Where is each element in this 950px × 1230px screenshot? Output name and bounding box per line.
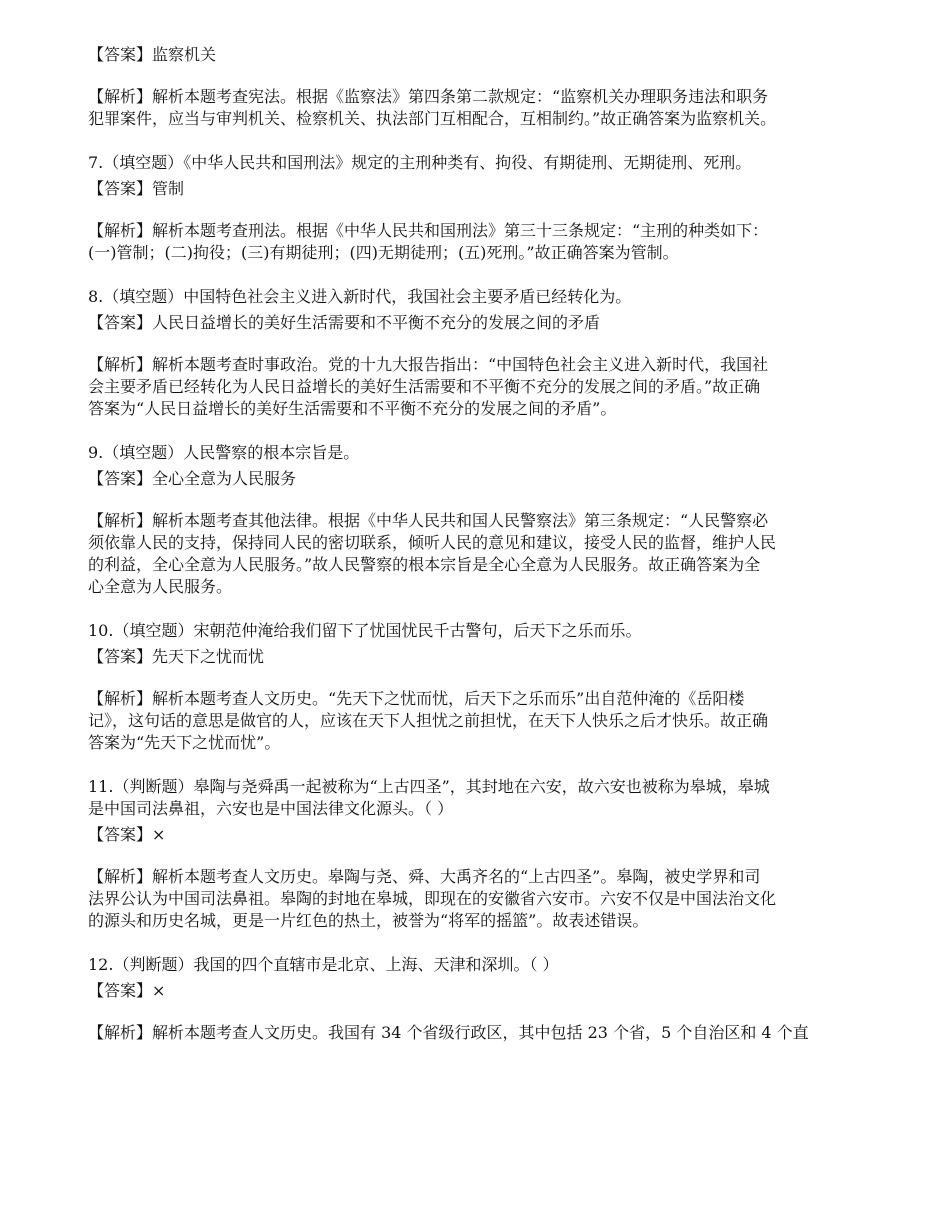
analysis-line: 须依靠人民的支持，保持同人民的密切联系，倾听人民的意见和建议，接受人民的监督，维护人民 <box>88 533 777 552</box>
analysis-block <box>88 688 900 754</box>
document-page <box>88 44 900 1044</box>
analysis-block <box>88 866 900 932</box>
analysis-line: 法界公认为中国司法鼻祖。皋陶的封地在皋城，即现在的安徽省六安市。六安不仅是中国法治文化 <box>88 889 777 908</box>
analysis-block <box>88 86 900 130</box>
analysis-block <box>88 510 900 598</box>
answer-line: 【答案】× <box>88 825 166 844</box>
analysis-line: (一)管制；(二)拘役；(三)有期徒刑；(四)无期徒刑；(五)死刑。”故正确答案为管制。 <box>88 243 679 262</box>
question-text <box>88 776 900 820</box>
analysis-line: 答案为“人民日益增长的美好生活需要和不平衡不充分的发展之间的矛盾”。 <box>88 399 617 418</box>
question-text <box>88 442 900 464</box>
analysis-line: 的源头和历史名城，更是一片红色的热土，被誉为“将军的摇篮”。故表述错误。 <box>88 911 649 930</box>
analysis-line: 【解析】解析本题考查人文历史。皋陶与尧、舜、大禹齐名的“上古四圣”。皋陶，被史学界和司 <box>88 867 761 886</box>
question-line: 12.（判断题）我国的四个直辖市是北京、上海、天津和深圳。（ ） <box>88 955 559 974</box>
analysis-line: 【解析】解析本题考查时事政治。党的十九大报告指出：“中国特色社会主义进入新时代，我国社 <box>88 355 769 374</box>
question-block-8 <box>88 286 900 420</box>
question-text <box>88 286 900 308</box>
analysis-line: 【解析】解析本题考查宪法。根据《监察法》第四条第二款规定：“监察机关办理职务违法和职务 <box>88 87 769 106</box>
question-text <box>88 954 900 976</box>
question-line: 8.（填空题）中国特色社会主义进入新时代，我国社会主要矛盾已经转化为。 <box>88 287 632 306</box>
question-line: 10.（填空题）宋朝范仲淹给我们留下了忧国忧民千古警句，后天下之乐而乐。 <box>88 621 642 640</box>
question-line: 9.（填空题）人民警察的根本宗旨是。 <box>88 443 360 462</box>
analysis-line: 答案为“先天下之忧而忧”。 <box>88 733 281 752</box>
analysis-block <box>88 354 900 420</box>
question-line: 7.（填空题）《中华人民共和国刑法》规定的主刑种类有、拘役、有期徒刑、无期徒刑、死刑。 <box>88 153 752 172</box>
analysis-line: 记》，这句话的意思是做官的人，应该在天下人担忧之前担忧，在天下人快乐之后才快乐。故正确 <box>88 711 769 730</box>
answer-line: 【答案】人民日益增长的美好生活需要和不平衡不充分的发展之间的矛盾 <box>88 313 601 332</box>
analysis-block <box>88 1022 900 1044</box>
analysis-line: 犯罪案件，应当与审判机关、检察机关、执法部门互相配合，互相制约。”故正确答案为监察机关。 <box>88 109 777 128</box>
answer-line: 【答案】全心全意为人民服务 <box>88 469 297 488</box>
lead-block <box>88 44 900 130</box>
question-block-10 <box>88 620 900 754</box>
analysis-line: 会主要矛盾已经转化为人民日益增长的美好生活需要和不平衡不充分的发展之间的矛盾。”故正确 <box>88 377 761 396</box>
question-line: 11.（判断题）皋陶与尧舜禹一起被称为“上古四圣”，其封地在六安，故六安也被称为皋城，皋城 <box>88 777 770 796</box>
analysis-line: 心全意为人民服务。 <box>88 577 233 596</box>
question-block-7 <box>88 152 900 264</box>
analysis-line: 【解析】解析本题考查刑法。根据《中华人民共和国刑法》第三十三条规定：“主刑的种类如下： <box>88 221 769 240</box>
question-text <box>88 620 900 642</box>
question-block-12 <box>88 954 900 1044</box>
question-line: 是中国司法鼻祖，六安也是中国法律文化源头。（ ） <box>88 799 454 818</box>
analysis-line: 【解析】解析本题考查人文历史。“先天下之忧而忧，后天下之乐而乐”出自范仲淹的《岳阳楼 <box>88 689 745 708</box>
answer-line: 【答案】先天下之忧而忧 <box>88 647 265 666</box>
question-block-9 <box>88 442 900 598</box>
answer-line: 【答案】管制 <box>88 179 185 198</box>
question-text <box>88 152 900 174</box>
analysis-line: 【解析】解析本题考查其他法律。根据《中华人民共和国人民警察法》第三条规定：“人民警察必 <box>88 511 769 530</box>
answer-line: 【答案】× <box>88 981 166 1000</box>
answer-line: 【答案】监察机关 <box>88 45 217 64</box>
analysis-line: 【解析】解析本题考查人文历史。我国有 34 个省级行政区，其中包括 23 个省，5 个自治区和 4 个直 <box>88 1023 809 1042</box>
question-block-11 <box>88 776 900 932</box>
analysis-line: 的利益，全心全意为人民服务。”故人民警察的根本宗旨是全心全意为人民服务。故正确答案为全 <box>88 555 761 574</box>
analysis-block <box>88 220 900 264</box>
